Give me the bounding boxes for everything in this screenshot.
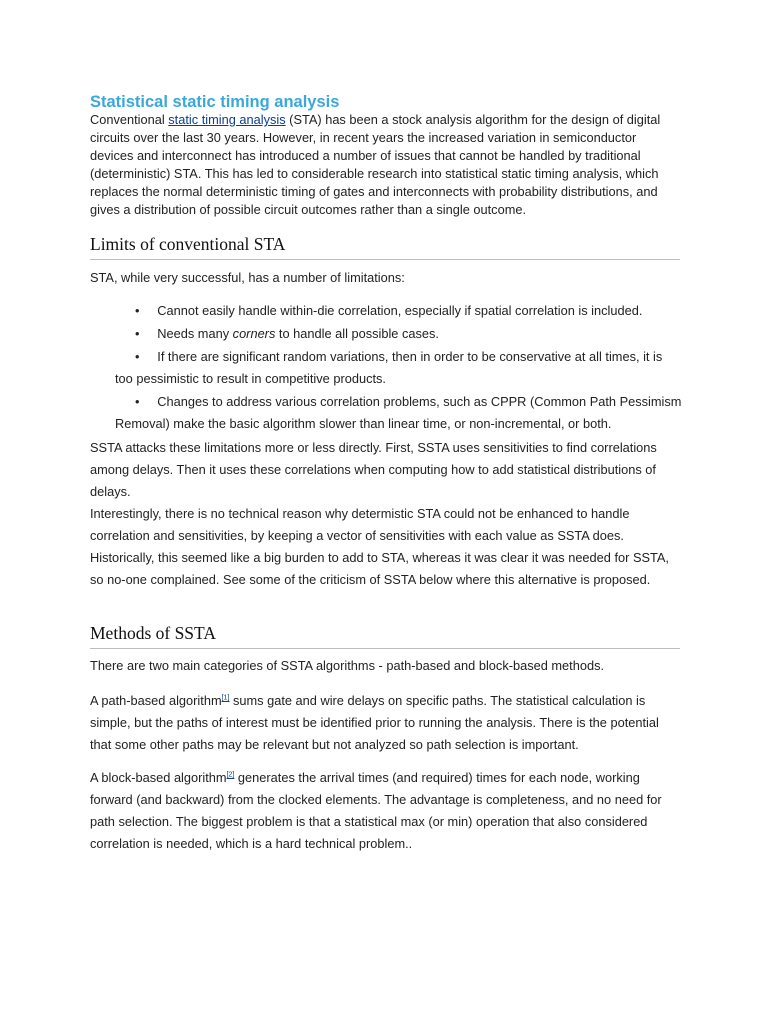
block-based-text: A block-based algorithm [90,770,227,785]
bullet-text: Needs many [157,326,233,341]
ssta-history-paragraph: Interestingly, there is no technical reason why determistic STA could not be enhanced to handle correlation and sensitivities, by keeping a vector of sensitivities with each value as SSTA does. Historically, this seemed like a big burden to add to STA, whereas it was clear it was needed for SSTA, so no-one complained. See some of the criticism of SSTA below where this alternative is proposed. [90,506,669,587]
methods-lead: There are two main categories of SSTA algorithms - path-based and block-based methods. [90,658,605,673]
bullet-text: If there are significant random variations, then in order to be conservative at all times, it is too pessimistic to result in competitive products. [115,349,663,386]
bullet-text: to handle all possible cases. [275,326,439,341]
list-item [90,391,682,435]
path-based-text-rest: sums gate and wire delays on specific paths. The statistical calculation is simple, but the paths of interest must be identified prior to running the analysis. There is the potential that some other paths may be relevant but not analyzed so path selection is important. [90,693,659,752]
limitations-list [90,300,682,436]
list-item [90,323,682,345]
bullet-text: Cannot easily handle within-die correlation, especially if spatial correlation is included. [157,303,643,318]
limits-heading: Limits of conventional STA [90,233,680,260]
list-item [90,300,682,322]
intro-paragraph [90,111,680,219]
block-based-paragraph [90,767,680,855]
article-title: Statistical static timing analysis [90,93,340,111]
methods-heading: Methods of SSTA [90,622,680,649]
path-based-paragraph [90,690,680,756]
bullet-icon: • [135,349,140,364]
bullet-icon: • [135,303,140,318]
static-timing-analysis-link[interactable]: static timing analysis [168,112,286,127]
intro-suffix: (STA) has been a stock analysis algorithm for the design of digital circuits over the last 30 years. However, in recent years the increased variation in semiconductor devices and interconnect has introduced a number of issues that cannot be handled by traditional (deterministic) STA. This has led to considerable research into statistical static timing analysis, which replaces the normal deterministic timing of gates and interconnects with probability distributions, and gives a distribution of possible circuit outcomes rather than a single outcome. [90,112,661,217]
intro-prefix: Conventional [90,112,169,127]
bullet-text: Changes to address various correlation problems, such as CPPR (Common Path Pessimism Removal) make the basic algorithm slower than linear time, or non-incremental, or both. [115,394,682,431]
bullet-icon: • [135,394,140,409]
bullet-emphasis: corners [232,326,276,341]
bullet-icon: • [135,326,140,341]
limits-lead: STA, while very successful, has a number of limitations: [90,270,405,285]
path-based-text: A path-based algorithm [90,693,222,708]
ssta-approach-paragraph: SSTA attacks these limitations more or less directly. First, SSTA uses sensitivities to find correlations among delays. Then it uses these correlations when computing how to add statistical distributions of delays. [90,440,657,499]
list-item [90,346,682,390]
citation-link-2[interactable]: [2] [226,771,235,779]
block-based-text-rest: generates the arrival times (and required) times for each node, working forward (and backward) from the clocked elements. The advantage is completeness, and no need for path selection. The biggest problem is that a statistical max (or min) operation that also considered correlation is needed, which is a hard technical problem.. [90,770,662,851]
citation-link-1[interactable]: [1] [221,694,230,702]
